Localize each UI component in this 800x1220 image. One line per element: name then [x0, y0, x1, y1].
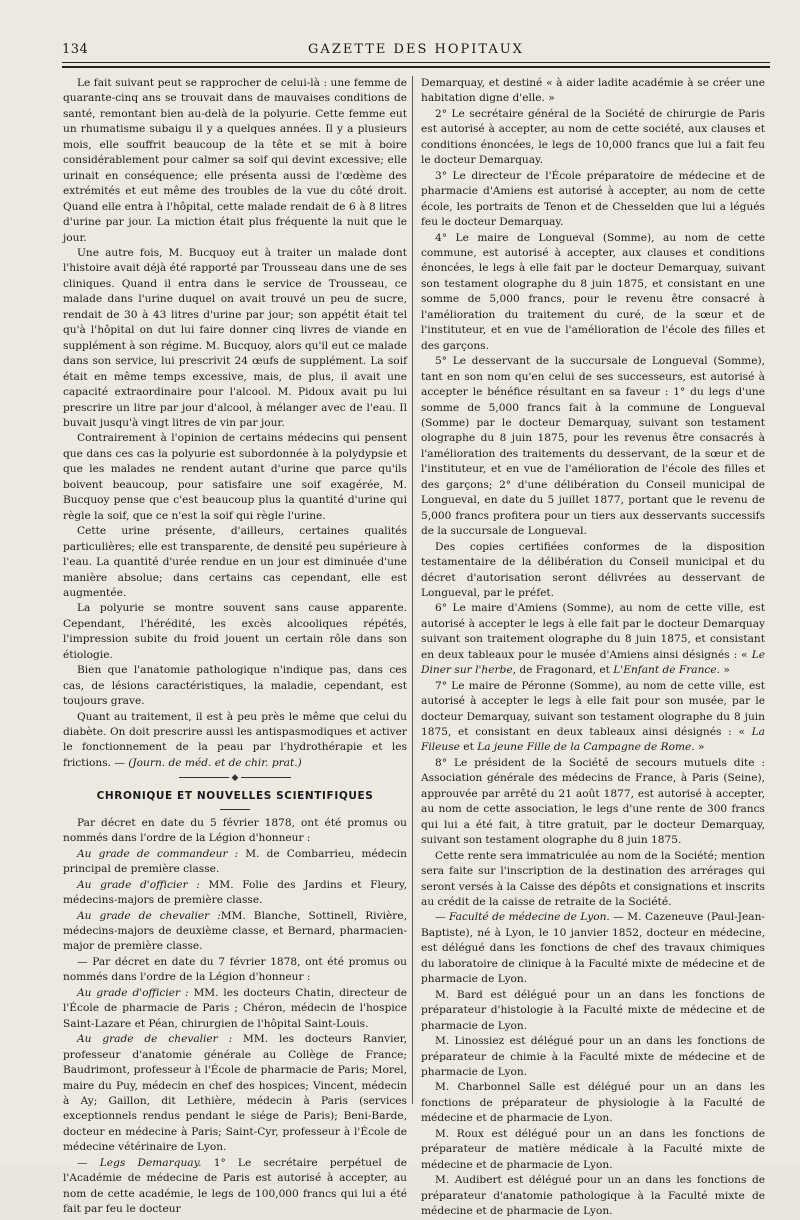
source-citation: (Journ. de méd. et de chir. prat.)	[128, 756, 302, 769]
right-column	[421, 76, 765, 1220]
legs-label: — Legs Demarquay.	[77, 1156, 202, 1169]
running-title: GAZETTE DES HOPITAUX	[308, 42, 524, 57]
painting-title: La jeune Fille de la Campagne de Rome	[477, 741, 692, 754]
page-header	[62, 40, 770, 62]
title-rule	[220, 809, 250, 810]
paragraph: — Par décret en date du 7 février 1878, ont été promus ou nommés dans l'ordre de la Légion d'honneur :	[63, 955, 407, 984]
paragraph-text: M. de Combarrieu, médecin principal de première classe.	[63, 847, 407, 876]
paragraph: Contrairement à l'opinion de certains médecins qui pensent que dans ces cas la polyurie est subordonnée à la polydypsie et que les malades ne rendent autant d'urine que parce qu'ils boivent beaucoup, pour satisfaire une soif exagérée, M. Bucquoy pense que c'est beaucoup plus la quantité d'urine qui règle la soif, que ce n'est la soif qui règle l'urine.	[63, 432, 407, 522]
paragraph-text: MM. les docteurs Ranvier, professeur d'anatomie générale au Collège de France; Baudrimont, professeur à l'École de pharmacie de Paris; Morel, maire du Puy, médecin en chef des hospices; Vincent, médecin à Ay; Gaillon, dit Lethière, médecin à Paris (services exceptionnels rendus pendant le siége de Paris); Beni-Barde, docteur en médecine à Paris; Saint-Cyr, professeur à l'École de médecine vétérinaire de Lyon.	[63, 1033, 407, 1154]
paragraph	[63, 909, 407, 955]
paragraph: Le fait suivant peut se rapprocher de celui-là : une femme de quarante-cinq ans se trouvait dans de mauvaises conditions de santé, remontant bien au-delà de la polyurie. Cette femme eut un rhumatisme subaigu il y a quelques années. Il y a plusieurs mois, elle souffrit beaucoup de la tête et se mit à boire considérablement pour calmer sa soif qui devint excessive; elle urinait en conséquence; elle présenta aussi de l'œdème des extrémités et eut même des troubles de la vue du côté droit. Quand elle entra à l'hôpital, cette malade rendait de 6 à 8 litres d'urine par jour. La miction était plus fréquente la nuit que le jour.	[63, 77, 407, 244]
paragraph: M. Bard est délégué pour un an dans les fonctions de préparateur d'histologie à la Faculté mixte de médecine et de pharmacie de Lyon.	[421, 988, 765, 1032]
grade-label: Au grade d'officier :	[77, 986, 189, 999]
paragraph-text: Quant au traitement, il est à peu près le même que celui du diabète. On doit prescrire aussi les antispasmodiques et activer le fonctionnement de la peau par l'hydrothérapie et les frictions. —	[63, 710, 407, 769]
paragraph: Des copies certifiées conformes de la disposition testamentaire de la délibération du Conseil municipal et du décret d'autorisation seront délivrées au desservant de Longueval, par le préfet.	[421, 540, 765, 599]
painting-title: L'Enfant de France	[613, 664, 717, 677]
paragraph-text: MM. Folie des Jardins et Fleury, médecins-majors de première classe.	[63, 878, 407, 907]
paragraph: 4° Le maire de Longueval (Somme), au nom de cette commune, est autorisé à accepter, aux clauses et conditions énoncées, le legs à elle fait par le docteur Demarquay, suivant son testament olographe du 8 juin 1875, et consistant en une somme de 5,000 francs, pour le revenu être consacré à l'amélioration du traitement du curé, de la sœur et de l'instituteur, et en vue de l'amélioration de l'école des filles et des garçons.	[421, 231, 765, 352]
grade-label: Au grade d'officier :	[77, 878, 200, 891]
paragraph-text: 7° Le maire de Péronne (Somme), au nom de cette ville, est autorisé à accepter le legs à elle fait pour son musée, par le docteur Demarquay, suivant son testament olographe du 8 juin 1875, et consistant en deux tableaux ainsi désignés : «	[421, 679, 765, 739]
paragraph: M. Roux est délégué pour un an dans les fonctions de préparateur de matière médicale à la Faculté mixte de médecine et de pharmacie de Lyon.	[421, 1127, 765, 1171]
paragraph: 8° Le président de la Société de secours mutuels dite : Association générale des médecins de France, à Paris (Seine), approuvée par arrêté du 21 août 1877, est autorisé à accepter, au nom de cette association, le legs d'une rente de 300 francs qui lui a été fait, à titre gratuit, par le docteur Demarquay, suivant son testament olographe du 8 juin 1875.	[421, 756, 765, 847]
section-title: CHRONIQUE ET NOUVELLES SCIENTIFIQUES	[96, 790, 374, 803]
paragraph	[63, 847, 407, 878]
paragraph: M. Linossiez est délégué pour un an dans les fonctions de préparateur de chimie à la Faculté mixte de médecine et de pharmacie de Lyon.	[421, 1035, 765, 1078]
column-divider	[412, 76, 413, 1104]
paragraph: Par décret en date du 5 février 1878, ont été promus ou nommés dans l'ordre de la Légion d'honneur :	[63, 816, 407, 845]
paragraph	[63, 986, 407, 1032]
section-ornament: ◆	[63, 771, 407, 785]
paragraph: Bien que l'anatomie pathologique n'indique pas, dans ces cas, de lésions caractéristiques, la maladie, cependant, est toujours grave.	[63, 664, 407, 708]
paragraph: 2° Le secrétaire général de la Société de chirurgie de Paris est autorisé à accepter, au nom de cette société, aux clauses et conditions énoncées, le legs de 10,000 francs que lui a fait feu le docteur Demarquay.	[421, 107, 765, 167]
grade-label: Au grade de commandeur :	[77, 847, 239, 860]
paragraph-text: MM. Blanche, Sottinell, Rivière, médecins-majors de deuxième classe, et Bernard, pharmacien-major de première classe.	[63, 909, 407, 953]
grade-label: Au grade de chevalier :	[77, 1033, 233, 1046]
paragraph-text: — M. Cazeneuve (Paul-Jean-Baptiste), né à Lyon, le 10 janvier 1852, docteur en médecine, est délégué dans les fonctions de chef des travaux chimiques du laboratoire de clinique à la Faculté mixte de médecine et de pharmacie de Lyon.	[421, 911, 765, 986]
paragraph	[421, 601, 765, 678]
faculty-label: — Faculté de médecine de Lyon.	[435, 911, 610, 924]
paragraph	[63, 1156, 407, 1218]
paragraph: La polyurie se montre souvent sans cause apparente. Cependant, l'hérédité, les excès alcooliques répétés, l'impression subite du froid jouent un certain rôle dans son étiologie.	[63, 602, 407, 661]
paragraph: 5° Le desservant de la succursale de Longueval (Somme), tant en son nom qu'en celui de ses successeurs, est autorisé à accepter le bénéfice résultant en sa faveur : 1° du legs d'une somme de 5,000 francs fait à la commune de Longueval (Somme) par le docteur Demarquay, suivant son testament olographe du 8 juin 1875, pour les revenus être consacrés à l'amélioration des traitements du desservant, de la sœur et de l'instituteur, et en vue de l'amélioration de l'école des filles et des garçons; 2° d'une délibération du Conseil municipal de Longueval, en date du 5 juillet 1877, portant que le revenu de 5,000 francs profitera pour un tiers aux desservants successifs de la succursale de Longueval.	[421, 355, 765, 538]
paragraph: M. Charbonnel Salle est délégué pour un an dans les fonctions de préparateur de physiologie à la Faculté de médecine et de pharmacie de Lyon.	[421, 1081, 765, 1125]
paragraph-text: . »	[691, 741, 705, 754]
paragraph	[421, 910, 765, 987]
paragraph: Cette urine présente, d'ailleurs, certaines qualités particulières; elle est transparente, de densité peu supérieure à l'eau. La quantité d'urée rendue en un jour est diminuée d'une manière absolue; dans certains cas cependant, elle est augmentée.	[63, 525, 407, 599]
grade-label: Au grade de chevalier :	[77, 909, 221, 922]
paragraph	[63, 710, 407, 772]
paragraph-text: . »	[716, 664, 730, 677]
paragraph-text: 6° Le maire d'Amiens (Somme), au nom de cette ville, est autorisé à accepter le legs à elle fait par le docteur Demarquay suivant son traitement olographe du 8 juin 1875, et consistant en deux tableaux pour le musée d'Amiens ainsi désignés : «	[421, 602, 765, 661]
paragraph	[63, 1032, 407, 1156]
paragraph: 3° Le directeur de l'École préparatoire de médecine et de pharmacie d'Amiens est autorisé à accepter, au nom de cette école, les portraits de Tenon et de Chesselden que lui a légués feu le docteur Demarquay.	[421, 169, 765, 229]
paragraph	[421, 679, 765, 756]
left-column	[63, 76, 407, 1218]
header-rule-thick	[62, 66, 770, 68]
paragraph	[63, 878, 407, 909]
page-number: 134	[62, 42, 89, 57]
header-rule-thin	[62, 62, 770, 63]
paragraph: Cette rente sera immatriculée au nom de la Société; mention sera faite sur l'inscription de la destination des arrérages qui seront versés à la Caisse des dépôts et consignations et inscrits au crédit de la caisse de retraite de la Société.	[421, 849, 765, 909]
paragraph-text: MM. les docteurs Chatin, directeur de l'École de pharmacie de Paris ; Chéron, médecin de l'hospice Saint-Lazare et Péan, chirurgien de l'hôpital Saint-Louis.	[63, 986, 407, 1030]
painting-title: Le Diner sur l'herbe	[421, 648, 765, 677]
paragraph-text: 1° Le secrétaire perpétuel de l'Académie de médecine de Paris est autorisé à accepter, au nom de cette académie, le legs de 100,000 francs qui lui a été fait par feu le docteur	[63, 1156, 407, 1216]
paragraph-text: , de Fragonard, et	[512, 664, 614, 677]
paragraph: M. Audibert est délégué pour un an dans les fonctions de préparateur d'anatomie pathologique à la Faculté mixte de médecine et de pharmacie de Lyon.	[421, 1174, 765, 1218]
paragraph-text: et	[459, 741, 478, 754]
painting-title: La Fileuse	[421, 726, 765, 754]
paragraph: Une autre fois, M. Bucquoy eut à traiter un malade dont l'histoire avait déjà été rapporté par Trousseau dans une de ses cliniques. Quand il entra dans le service de Trousseau, ce malade dans l'urine duquel on avait trouvé un peu de sucre, rendait de 30 à 43 litres d'urine par jour; son appétit était tel qu'à l'hôpital on dut lui faire donner cinq livres de viande en supplément à son régime. M. Bucquoy, alors qu'il eut ce malade dans son service, lui prescrivit 24 œufs de supplément. La soif était en même temps excessive, mais, de plus, il avait une capacité extraordinaire pour l'alcool. M. Pidoux avait pu lui prescrire un litre par jour d'alcool, à mélanger avec de l'eau. Il buvait jusqu'à vingt litres de vin par jour.	[63, 246, 407, 429]
paragraph: Demarquay, et destiné « à aider ladite académie à se créer une habitation digne d'elle. »	[421, 77, 765, 105]
